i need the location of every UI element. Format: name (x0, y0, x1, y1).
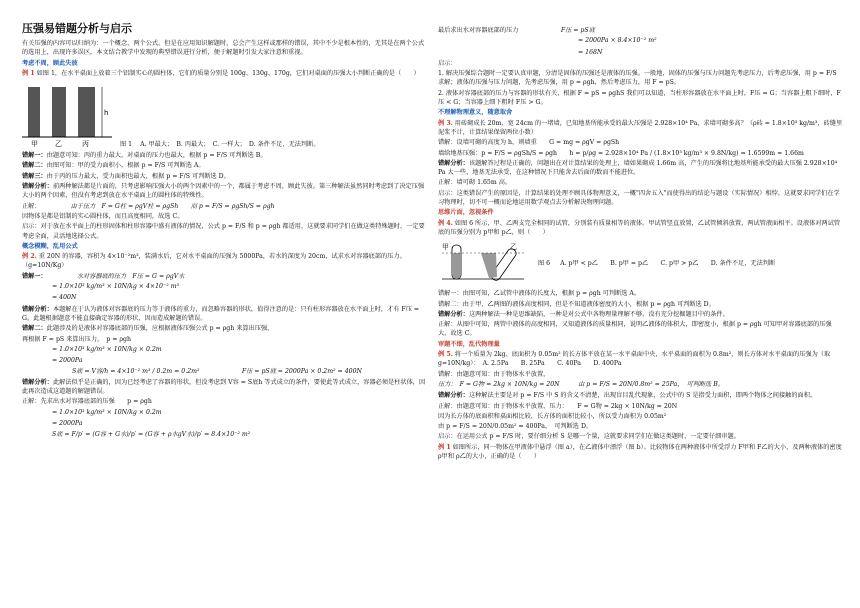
ex3-solution-2: 墙给地基压强：p = F/S = ρgSh/S = ρgh h = p/ρg = 2.928×10⁴ Pa / (1.8×10³ kg/m³ × 9.8N/kg) = 1.6599m ≈ 1.66m (438, 149, 804, 157)
ex4-wrong-2: 错解二：由于甲、乙两图的液体高度相同，但是不知道液体密度的大小，根据 p = ρgh 可判断选 D。 (438, 300, 715, 308)
cylinder-yi (52, 87, 66, 137)
ex2-equation-3: = 1.0×10³ kg/m³ × 10N/kg × 0.2m (52, 345, 162, 353)
ex2-analysis-2: 错解分析：此解法似乎是正确的，因为已经考虑了容器的形状，但没考虑到 V容 = S底h 等式成立的条件，要使此等式成立，容器必须是柱状体，因此再次造成这道题的解题错误。 (22, 378, 426, 396)
ex3-analysis: 错解分析：该题解答过程是正确的，问题出在对计算结果的处理上，墙如果砌成 1.66m 高，产生的压强将比地基所能承受的最大压强 2.928×10⁴ Pa 大一些，地基无法承受，在这种情况下只能舍去后面的数而不能进位。 (438, 159, 838, 177)
correct-solution-1-tail: 因物体是都是铝制的实心圆柱体，而且高度相同，故选 C。 (22, 212, 184, 220)
figure-1 (22, 81, 427, 149)
example-3: 例 3. 用砖砌成长 20m、宽 24cm 的一堵墙，已知地基所能承受的最大压强是 2.928×10⁴ Pa，求墙可砌多高？（ρ砖 = 1.8×10³ kg/m³，砖缝里泥浆不计，计算结果保留两位小数） (438, 119, 843, 136)
ex2-equation-8: = 2000Pa (52, 419, 83, 427)
wrong-solution-3: 错解三：由于丙的压力最大，受力面积也最大，根据 p = F/S 可判断选 D。 (22, 172, 230, 180)
ex2-wrong-1: 错解一： 水对容器底的压力 F压 = G = ρgV水 (22, 272, 185, 280)
figure-6-options: A. p甲 < p乙 B. p甲 = p乙 C. p甲 > p乙 D. 条件不足，无法判断 (560, 259, 776, 267)
ex4-wrong-1: 错解一：由图可知，乙试管中液体的长度大，根据 p = ρgh 可判断选 A。 (438, 290, 641, 298)
section-heading-1: 考虑不周，顾此失彼 (22, 59, 78, 67)
test-tubes-figure (438, 239, 528, 287)
final-pressure-intro: 最后求出水对容器底部的压力 F压 = pS底 (438, 27, 595, 34)
liquid-jia (453, 253, 460, 278)
label-yi: 乙 (55, 140, 62, 149)
left-column (22, 22, 427, 442)
ex5-analysis: 错解分析：这种解法主要是对 p = F/S 中 S 的含义不清楚，出现盲目乱代现象，公式中的 S 是指受力面积，即两个物体之间接触的面积。 (438, 392, 817, 400)
label-tube-yi: 乙 (510, 243, 517, 252)
section-heading-3: 不理解物理意义，随意取舍 (438, 109, 513, 117)
ex2-equation-1: = 1.0×10³ kg/m³ × 10N/kg × 4×10⁻² m³ (52, 283, 180, 291)
ex3-correct: 正解：墙可砌 1.65m 高。 (438, 179, 512, 187)
intro-paragraph: 有关压强的内容可以归纳为：一个概念，两个公式。但是在应用知识解题时，总会产生这样或那样的错误，其中不少是根本性的，无其是在两个公式的选用上，出现许多误区，本文结合教学中发现的典型错误进行分析，便于解题时引发大家注意和重视。 (22, 40, 425, 57)
insight-2-label: 启示： (438, 59, 457, 67)
ex5-insight: 启示：在运用公式 p = F/S 时，要仔细分析 S 是哪一个量，这就要求同学们在做这类题时，一定要仔细审题。 (438, 433, 740, 441)
ex2-equation-2: = 400N (52, 294, 77, 302)
example-5: 例 5. 将一个质量为 2kg、底面积为 0.05m² 的长方体平放在某一水平桌面中央，水平桌面的面积为 0.8m²，则长方体对水平桌面的压强为（取 g=10N/kg）： A. 2.5Pa B. 25Pa C. 40Pa D. 400Pa (438, 351, 831, 368)
section-heading-2: 概念模糊，乱用公式 (22, 242, 78, 250)
ex5-correct-1: 正解：由题意可知：由于物体水平放置，压力： F = G物 = 2kg × 10N/kg = 20N (438, 402, 678, 410)
ex5-correct-3: 由 p = F/S = 20N/0.05m² = 400Pa， 可判断选 D。 (438, 423, 593, 431)
ex2-correct: 正解：先求出水对容器底部的压强 p = ρgh (22, 398, 152, 406)
ex2-wrong-2-cont: 再根据 F = pS 来算出压力， p = ρgh (22, 335, 131, 343)
insight-1: 启示：对于放在水平面上的柱形固体和柱形容器中盛有液体的情况，公式 p = F/S 和 p = ρgh 都适用，这就要求同学们在做这类特殊题时，一定要考虑全面，灵活地选择公式。 (22, 223, 425, 240)
ex3-solution-1: 错解：设墙可砌的高度为 h，则墙重 G = mg = ρgV = ρgSh (438, 139, 620, 147)
figure-1-caption: 图 1 (120, 140, 133, 148)
correct-solution-1: 正解： 由于压力 F = G柱 = ρgV柱 = ρgSh 而 p = F/S = ρgSh/S = ρgh (22, 202, 275, 210)
ex2-equation-7: = 1.0×10³ kg/m³ × 10N/kg × 0.2m (52, 408, 162, 416)
figure-6 (438, 239, 843, 287)
ex2-analysis-1: 错解分析：本题解在于认为液体对容器底的压力等于液体的重力，而忽略容器的形状，值得注意的是：只有柱形容器放在水平面上时，才有 F压 = G。此题根据题意不能直接确定容器的形状，因而造成解题的错误。 (22, 305, 420, 322)
example-6: 例 1 如图所示，同一物体在甲液体中悬浮（图 a），在乙液体中漂浮（图 b）。比较物体在两种液体中所受浮力 F甲和 F乙的大小，及两种液体的密度 ρ甲和 ρ乙的大小，正确的是（ ） (438, 443, 842, 460)
figure-1-options: A. 甲最大； B. 丙最大； C. 一样大； D. 条件不足，无法判断。 (140, 140, 320, 148)
cylinders-figure (22, 81, 112, 149)
error-analysis-1: 错解分析：前两种解法都是片面的，只考虑影响压强大小的两个因素中的一个，都属于考虑不周，顾此失彼。第三种解法虽然同时考虑到了决定压强大小的两个因素，但没有考虑到放在水平桌面上的圆柱体的特殊性。 (22, 183, 425, 200)
label-jia: 甲 (31, 140, 38, 149)
wrong-solution-1: 错解一：由题意可知：丙的重力最大，对桌面的压力也最大，根据 p = F/S 可判断选 B。 (22, 152, 267, 160)
cylinder-bing (78, 87, 95, 137)
example-2: 例 2. 重 20N 的容器，容积为 4×10⁻²m³，装满水后，它对水平桌面的压强为 5000Pa，若水的深度为 20cm，试求水对容器底部的压力。（g=10N/Kg） (22, 253, 406, 270)
ex4-correct: 正解：从图中可知，两管中液体的高度相同，又知道液体的质量相同，说明乙液体的体积大，即密度小，根据 p = ρgh 可知甲对容器底部的压强大，故选 C。 (438, 321, 832, 338)
final-equation-2: = 2000Pa × 8.4×10⁻² m² (578, 37, 657, 45)
right-column (438, 26, 843, 462)
ex2-equation-9: S底 = F/p′ = (G容 + G水)/p′ = (G容 + ρ水gV水)/p′ = 8.4×10⁻² m² (52, 431, 251, 439)
ex2-wrong-2: 错解二：此题涉及的是液体对容器底部的压强，应根据液体压强公式 p = ρgh 来算出压强， (22, 325, 274, 333)
label-tube-jia: 甲 (442, 243, 449, 252)
ex3-insight: 启示：这类错误产生的原因是，计算结果的处理不顾具体物理意义，一概"四舍五入"而使得出的结论与题设（实际情况）相悖，这就要求同学们在学习物理时，切不可一概而论地运用数学观点去分析解决物理问题。 (438, 189, 840, 207)
cylinder-jia (28, 87, 40, 137)
ex5-wrong: 错解：由题意可知：由于物体水平放置， (438, 370, 550, 378)
final-equation-3: = 168N (578, 48, 603, 56)
section-heading-4: 思维片面，忽视条件 (438, 209, 494, 217)
ex5-line-1: 压力： F = G物 = 2kg × 10N/kg = 20N 由 p = F/S = 20N/0.8m² = 25Pa， 可判断选 B。 (438, 380, 724, 388)
example-1: 例 1 如图 1，在水平桌面上放着三个铝制实心的圆柱体，它们的质量分别是 100g、130g、170g，它们对桌面的压强大小判断正确的是（ ） (22, 69, 420, 77)
page-title: 压强易错题分析与启示 (22, 22, 132, 35)
section-heading-5: 审题不细，乱代物理量 (438, 340, 500, 348)
height-label: h (104, 109, 109, 118)
insight-2-point-1: 1. 解决压强综合题时一定要认真审题，分清是固体的压强还是液体的压强。一般地，固体的压强与压力问题先考虑压力，后考虑压强，用 p = F/S 求解；液体的压强与压力问题，先考虑压强，用 p = ρgh，然后考虑压力，用 F = pS。 (438, 70, 837, 87)
wrong-solution-2: 错解二：由图可知：甲的受力面积小，根据 p = F/S 可判断选 A。 (22, 162, 205, 170)
ex2-equation-4: = 2000Pa (52, 357, 83, 365)
ex5-correct-2: 因为长方体的底面积和桌面相比较，长方体的面积比较小，所以受力面积为 0.05m² (438, 412, 667, 420)
figure-6-caption: 图 6 (538, 259, 551, 267)
liquid-yi (481, 253, 497, 278)
label-bing: 丙 (82, 140, 89, 149)
example-4: 例 4. 如图 6 所示，甲、乙两支完全相同的试管，分别装有质量相等的液体。甲试管竖直放置，乙试管倾斜放置，两试管液面相平。设液体对两试管底的压强分别为 p甲和 p乙，则（ ） (438, 219, 841, 236)
ex2-equation-5-6: S底 = V容/h = 4×10⁻² m³ / 0.2m = 0.2m² F压 = pS底 = 2000Pa × 0.2m² = 400N (72, 368, 362, 376)
insight-2-point-2: 2. 液体对容器底部的压力与容器的形状有关，根据 F = pS = ρghS 我们可以知道，当柱形容器放在水平面上时，F压 = G；当容器上粗下细时，F压 < G；当容器上细下粗时 F压 > G。 (438, 89, 841, 107)
ex4-analysis: 错解分析：这两种解法一种是思维缺陷，一种是对公式中各物理量理解不够，没有充分挖掘题目中的条件。 (438, 310, 729, 318)
